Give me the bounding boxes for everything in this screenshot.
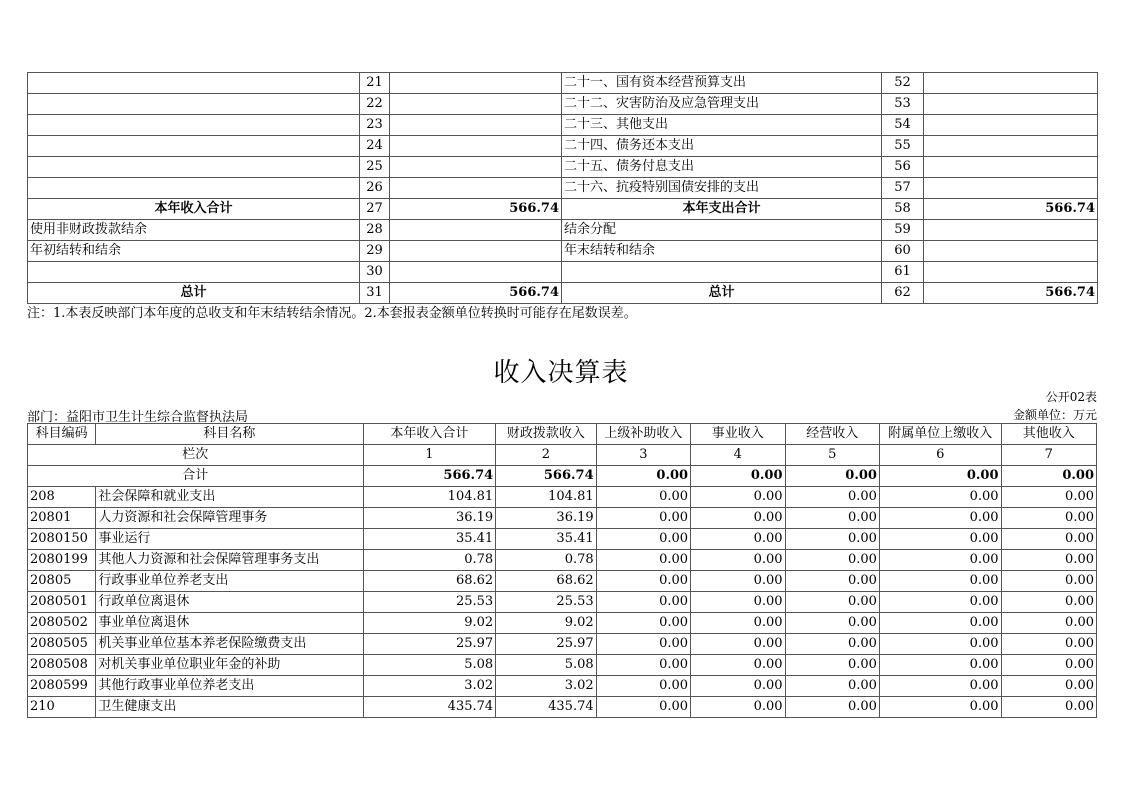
row-number: 31	[360, 283, 390, 304]
amount-cell: 0.00	[1001, 655, 1096, 676]
amount-cell: 0.00	[879, 487, 1001, 508]
amount-cell: 25.53	[496, 592, 596, 613]
column-header: 科目名称	[96, 424, 363, 445]
unit-label: 金额单位：万元	[1012, 408, 1097, 422]
expense-item-label: 二十二、灾害防治及应急管理支出	[562, 94, 882, 115]
table-row	[28, 241, 1098, 262]
income-amount	[390, 73, 562, 94]
table-row	[28, 199, 1098, 220]
expense-amount	[924, 241, 1098, 262]
expense-item-label: 二十一、国有资本经营预算支出	[562, 73, 882, 94]
table-row	[28, 634, 1097, 655]
subject-code: 2080508	[28, 655, 96, 676]
subject-name: 行政单位离退休	[96, 592, 363, 613]
amount-cell: 25.53	[363, 592, 496, 613]
table-row	[28, 697, 1097, 718]
table-row	[28, 157, 1098, 178]
row-number: 56	[882, 157, 924, 178]
column-number: 7	[1001, 445, 1096, 466]
income-item-label	[28, 136, 360, 157]
amount-cell: 0.00	[785, 571, 879, 592]
total-value: 0.00	[1001, 466, 1096, 487]
income-amount	[390, 262, 562, 283]
amount-cell: 0.00	[596, 571, 690, 592]
amount-cell: 35.41	[496, 529, 596, 550]
row-number: 27	[360, 199, 390, 220]
subject-name: 卫生健康支出	[96, 697, 363, 718]
income-item-label	[28, 157, 360, 178]
amount-cell: 104.81	[496, 487, 596, 508]
column-header: 其他收入	[1001, 424, 1096, 445]
column-header: 事业收入	[691, 424, 785, 445]
subject-code: 2080150	[28, 529, 96, 550]
amount-cell: 68.62	[496, 571, 596, 592]
expense-item-label: 结余分配	[562, 220, 882, 241]
expense-item-label: 本年支出合计	[562, 199, 882, 220]
amount-cell: 0.00	[879, 634, 1001, 655]
amount-cell: 0.00	[1001, 550, 1096, 571]
column-number: 6	[879, 445, 1001, 466]
amount-cell: 0.00	[1001, 592, 1096, 613]
amount-cell: 0.00	[1001, 676, 1096, 697]
subject-name: 事业单位离退休	[96, 613, 363, 634]
column-header: 本年收入合计	[363, 424, 496, 445]
row-number: 26	[360, 178, 390, 199]
amount-cell: 0.00	[596, 592, 690, 613]
amount-cell: 25.97	[496, 634, 596, 655]
row-number: 53	[882, 94, 924, 115]
amount-cell: 0.00	[691, 550, 785, 571]
subject-name: 机关事业单位基本养老保险缴费支出	[96, 634, 363, 655]
expense-amount	[924, 157, 1098, 178]
amount-cell: 0.00	[1001, 487, 1096, 508]
subject-name: 其他人力资源和社会保障管理事务支出	[96, 550, 363, 571]
row-number: 52	[882, 73, 924, 94]
table-row	[28, 508, 1097, 529]
table-row	[28, 220, 1098, 241]
column-number: 5	[785, 445, 879, 466]
amount-cell: 0.00	[1001, 529, 1096, 550]
amount-cell: 0.00	[879, 676, 1001, 697]
table-row	[28, 178, 1098, 199]
column-header: 附属单位上缴收入	[879, 424, 1001, 445]
budget-summary-table	[27, 72, 1098, 304]
income-amount	[390, 178, 562, 199]
column-header: 科目编码	[28, 424, 96, 445]
table-row	[28, 94, 1098, 115]
amount-cell: 0.00	[785, 529, 879, 550]
total-value: 0.00	[691, 466, 785, 487]
row-number: 62	[882, 283, 924, 304]
subject-name: 社会保障和就业支出	[96, 487, 363, 508]
amount-cell: 0.00	[691, 592, 785, 613]
expense-item-label: 二十三、其他支出	[562, 115, 882, 136]
table-row	[28, 73, 1098, 94]
amount-cell: 35.41	[363, 529, 496, 550]
income-item-label	[28, 73, 360, 94]
total-row	[28, 466, 1097, 487]
subject-name: 人力资源和社会保障管理事务	[96, 508, 363, 529]
column-number: 1	[363, 445, 496, 466]
column-number: 3	[596, 445, 690, 466]
row-number: 24	[360, 136, 390, 157]
row-number: 22	[360, 94, 390, 115]
amount-cell: 0.00	[785, 592, 879, 613]
amount-cell: 0.00	[1001, 613, 1096, 634]
amount-cell: 0.00	[879, 613, 1001, 634]
amount-cell: 5.08	[496, 655, 596, 676]
expense-amount	[924, 73, 1098, 94]
amount-cell: 435.74	[496, 697, 596, 718]
total-value: 566.74	[496, 466, 596, 487]
table-row	[28, 550, 1097, 571]
row-number: 25	[360, 157, 390, 178]
subject-name: 其他行政事业单位养老支出	[96, 676, 363, 697]
amount-cell: 0.00	[785, 613, 879, 634]
income-item-label	[28, 115, 360, 136]
row-number: 23	[360, 115, 390, 136]
amount-cell: 0.00	[596, 508, 690, 529]
amount-cell: 0.00	[596, 529, 690, 550]
table-row	[28, 571, 1097, 592]
subject-code: 2080599	[28, 676, 96, 697]
expense-item-label: 二十四、债务还本支出	[562, 136, 882, 157]
income-item-label: 使用非财政拨款结余	[28, 220, 360, 241]
income-item-label	[28, 178, 360, 199]
table-row	[28, 283, 1098, 304]
expense-amount	[924, 94, 1098, 115]
amount-cell: 3.02	[363, 676, 496, 697]
total-value: 0.00	[785, 466, 879, 487]
amount-cell: 0.00	[879, 550, 1001, 571]
amount-cell: 0.00	[596, 613, 690, 634]
row-number: 21	[360, 73, 390, 94]
amount-cell: 0.00	[691, 634, 785, 655]
row-number: 58	[882, 199, 924, 220]
table-row	[28, 487, 1097, 508]
amount-cell: 0.00	[879, 655, 1001, 676]
income-amount: 566.74	[390, 283, 562, 304]
expense-item-label: 二十六、抗疫特别国债安排的支出	[562, 178, 882, 199]
amount-cell: 0.00	[691, 487, 785, 508]
row-number: 30	[360, 262, 390, 283]
amount-cell: 68.62	[363, 571, 496, 592]
income-amount	[390, 220, 562, 241]
amount-cell: 0.00	[879, 697, 1001, 718]
expense-amount	[924, 220, 1098, 241]
subject-code: 210	[28, 697, 96, 718]
row-number: 61	[882, 262, 924, 283]
income-amount	[390, 241, 562, 262]
total-value: 566.74	[363, 466, 496, 487]
amount-cell: 0.00	[596, 550, 690, 571]
amount-cell: 0.00	[785, 655, 879, 676]
table-row	[28, 676, 1097, 697]
total-value: 0.00	[596, 466, 690, 487]
table-row	[28, 262, 1098, 283]
table-row	[28, 136, 1098, 157]
column-number: 4	[691, 445, 785, 466]
income-amount: 566.74	[390, 199, 562, 220]
amount-cell: 0.00	[596, 655, 690, 676]
expense-amount: 566.74	[924, 199, 1098, 220]
amount-cell: 9.02	[496, 613, 596, 634]
page-title: 收入决算表	[493, 358, 629, 388]
column-number-label: 栏次	[28, 445, 364, 466]
expense-item-label: 总计	[562, 283, 882, 304]
amount-cell: 0.00	[879, 529, 1001, 550]
column-header: 经营收入	[785, 424, 879, 445]
row-number: 54	[882, 115, 924, 136]
income-item-label: 本年收入合计	[28, 199, 360, 220]
amount-cell: 0.00	[785, 676, 879, 697]
amount-cell: 3.02	[496, 676, 596, 697]
amount-cell: 0.00	[1001, 571, 1096, 592]
row-number: 55	[882, 136, 924, 157]
table-row	[28, 115, 1098, 136]
amount-cell: 0.00	[785, 487, 879, 508]
amount-cell: 0.00	[1001, 634, 1096, 655]
expense-item-label: 年末结转和结余	[562, 241, 882, 262]
amount-cell: 25.97	[363, 634, 496, 655]
amount-cell: 0.00	[879, 571, 1001, 592]
amount-cell: 0.00	[596, 634, 690, 655]
amount-cell: 0.78	[363, 550, 496, 571]
amount-cell: 36.19	[496, 508, 596, 529]
column-number: 2	[496, 445, 596, 466]
subject-code: 2080199	[28, 550, 96, 571]
subject-name: 对机关事业单位职业年金的补助	[96, 655, 363, 676]
expense-amount	[924, 115, 1098, 136]
expense-amount	[924, 178, 1098, 199]
amount-cell: 0.00	[691, 697, 785, 718]
subject-code: 20801	[28, 508, 96, 529]
income-item-label	[28, 94, 360, 115]
row-number: 29	[360, 241, 390, 262]
expense-item-label: 二十五、债务付息支出	[562, 157, 882, 178]
table-row	[28, 529, 1097, 550]
total-label: 合计	[28, 466, 364, 487]
subject-code: 208	[28, 487, 96, 508]
amount-cell: 0.00	[879, 592, 1001, 613]
amount-cell: 0.00	[596, 676, 690, 697]
table-row	[28, 613, 1097, 634]
amount-cell: 0.00	[1001, 508, 1096, 529]
amount-cell: 0.00	[785, 508, 879, 529]
amount-cell: 0.00	[785, 550, 879, 571]
income-item-label	[28, 262, 360, 283]
subject-code: 20805	[28, 571, 96, 592]
amount-cell: 5.08	[363, 655, 496, 676]
amount-cell: 9.02	[363, 613, 496, 634]
expense-amount	[924, 262, 1098, 283]
amount-cell: 0.00	[691, 655, 785, 676]
amount-cell: 0.00	[691, 676, 785, 697]
amount-cell: 0.00	[596, 697, 690, 718]
income-item-label: 年初结转和结余	[28, 241, 360, 262]
amount-cell: 0.00	[691, 613, 785, 634]
expense-item-label	[562, 262, 882, 283]
subject-code: 2080505	[28, 634, 96, 655]
table-note: 注：1.本表反映部门本年度的总收支和年末结转结余情况。2.本套报表金额单位转换时可能存在尾数误差。	[27, 306, 637, 321]
expense-amount	[924, 136, 1098, 157]
column-header: 财政拨款收入	[496, 424, 596, 445]
column-header: 上级补助收入	[596, 424, 690, 445]
amount-cell: 0.00	[691, 529, 785, 550]
amount-cell: 104.81	[363, 487, 496, 508]
amount-cell: 435.74	[363, 697, 496, 718]
subject-name: 事业运行	[96, 529, 363, 550]
income-item-label: 总计	[28, 283, 360, 304]
income-amount	[390, 157, 562, 178]
table-code: 公开02表	[1045, 390, 1097, 404]
table-row	[28, 592, 1097, 613]
amount-cell: 0.00	[596, 487, 690, 508]
amount-cell: 0.00	[785, 634, 879, 655]
income-amount	[390, 115, 562, 136]
subject-name: 行政事业单位养老支出	[96, 571, 363, 592]
total-value: 0.00	[879, 466, 1001, 487]
amount-cell: 0.00	[879, 508, 1001, 529]
amount-cell: 0.00	[691, 508, 785, 529]
amount-cell: 36.19	[363, 508, 496, 529]
department-label: 部门：益阳市卫生计生综合监督执法局	[27, 410, 249, 425]
income-amount	[390, 136, 562, 157]
row-number: 59	[882, 220, 924, 241]
row-number: 28	[360, 220, 390, 241]
subject-code: 2080502	[28, 613, 96, 634]
income-table	[27, 423, 1097, 718]
expense-amount: 566.74	[924, 283, 1098, 304]
amount-cell: 0.00	[691, 571, 785, 592]
amount-cell: 0.78	[496, 550, 596, 571]
amount-cell: 0.00	[785, 697, 879, 718]
header-row	[28, 424, 1097, 445]
income-amount	[390, 94, 562, 115]
row-number: 60	[882, 241, 924, 262]
subject-code: 2080501	[28, 592, 96, 613]
row-number: 57	[882, 178, 924, 199]
amount-cell: 0.00	[1001, 697, 1096, 718]
table-row	[28, 655, 1097, 676]
column-number-row	[28, 445, 1097, 466]
